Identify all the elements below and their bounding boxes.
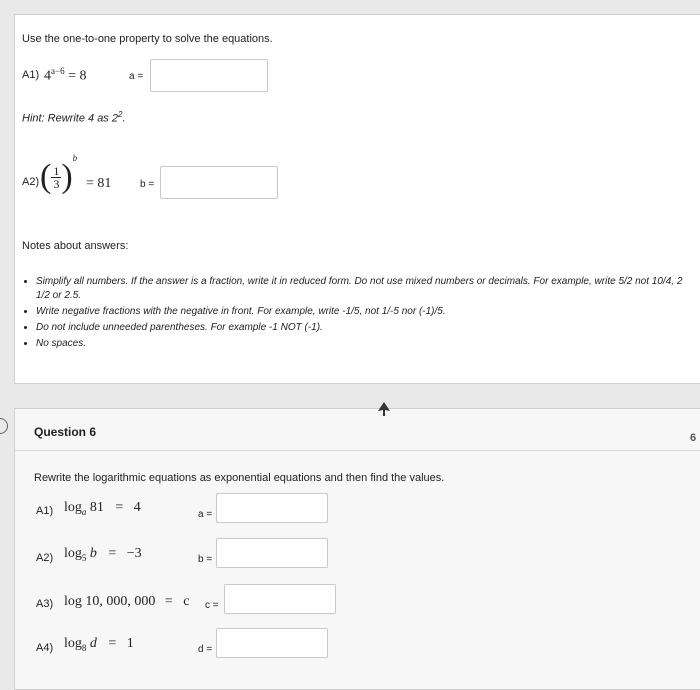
- q6-a4-answer-input[interactable]: [216, 628, 328, 658]
- note-item: • Simplify all numbers. If the answer is a fraction, write it in reduced form. Do not use mixed numbers or decimals. For example, write 5/2 not 10/4, 2 1/2 or 2.5.: [36, 275, 696, 303]
- log-text: log: [64, 546, 82, 561]
- cursor-arrow-icon: [378, 402, 390, 416]
- note-item: • Write negative fractions with the negative in front. For example, write -1/5, not 1/-5 nor (-1)/5.: [36, 305, 696, 319]
- log-rhs: = 1: [108, 636, 134, 651]
- hint-text: [22, 110, 126, 125]
- log-argument: b: [89, 546, 97, 561]
- log-argument: 81: [89, 500, 104, 515]
- a2-label: A2): [22, 176, 40, 188]
- q6-a3-answer-input[interactable]: [224, 584, 336, 614]
- note-item: • No spaces.: [36, 337, 696, 351]
- log-rhs: = −3: [108, 546, 142, 561]
- q6-a3-label: A3): [36, 598, 54, 610]
- a2-numerator: 1: [53, 163, 60, 178]
- log-base: 5: [81, 552, 87, 563]
- a1-equation: [44, 66, 86, 85]
- a1-base: 4: [44, 68, 51, 84]
- q6-a1-answer-label: a =: [198, 509, 213, 520]
- a2-denominator: 3: [53, 176, 60, 191]
- notes-title: Notes about answers:: [22, 240, 129, 252]
- question-title: Question 6: [34, 425, 97, 439]
- q6-a1-answer-input[interactable]: [216, 493, 328, 523]
- q6-a4-answer-label: d =: [198, 644, 213, 655]
- a1-exponent: a−6: [51, 66, 65, 76]
- collapse-chevron-icon[interactable]: [0, 418, 8, 434]
- log-argument: d: [89, 636, 97, 651]
- a1-answer-label: a =: [129, 71, 144, 82]
- q6-a2-label: A2): [36, 552, 54, 564]
- a2-answer-input[interactable]: [160, 166, 278, 199]
- hint-sup: 2: [117, 110, 123, 119]
- notes-list: [22, 249, 696, 353]
- q6-instruction: Rewrite the logarithmic equations as exponential equations and then find the values.: [34, 472, 445, 484]
- note-item: • Do not include unneeded parentheses. For example -1 NOT (-1).: [36, 321, 696, 335]
- log-text: log: [64, 636, 82, 651]
- divider: [14, 450, 700, 451]
- log-base: 8: [81, 642, 87, 653]
- q6-a1-label: A1): [36, 505, 54, 517]
- a2-answer-label: b =: [140, 179, 155, 190]
- a1-answer-input[interactable]: [150, 59, 268, 92]
- hint-suffix: .: [122, 112, 126, 125]
- log-rhs: = 4: [115, 500, 141, 515]
- a1-label: A1): [22, 69, 40, 81]
- q6-a4-label: A4): [36, 642, 54, 654]
- q6-a4-equation: [64, 636, 134, 653]
- log-text: log: [64, 500, 82, 515]
- a2-fraction: [51, 165, 61, 190]
- hint-prefix: Hint: Rewrite 4 as 2: [22, 112, 118, 125]
- q6-a2-equation: [64, 546, 142, 563]
- a2-equation: [40, 152, 78, 195]
- left-paren: (: [40, 158, 52, 195]
- log-base: a: [81, 506, 87, 517]
- right-paren: ): [61, 158, 73, 195]
- q6-a2-answer-input[interactable]: [216, 538, 328, 568]
- log-text: log: [64, 594, 82, 609]
- instruction-text: Use the one-to-one property to solve the equations.: [22, 33, 273, 45]
- a2-exponent: b: [72, 152, 78, 163]
- a1-rhs: = 8: [68, 68, 87, 84]
- log-rhs: = c: [164, 594, 190, 609]
- q6-a3-answer-label: c =: [205, 600, 219, 611]
- log-argument: 10, 000, 000: [85, 594, 156, 609]
- q6-a1-equation: [64, 500, 141, 517]
- a2-rhs: = 81: [86, 176, 112, 191]
- q6-a3-equation: [64, 594, 190, 610]
- q6-a2-answer-label: b =: [198, 554, 213, 565]
- question-side-number: 6: [690, 432, 697, 444]
